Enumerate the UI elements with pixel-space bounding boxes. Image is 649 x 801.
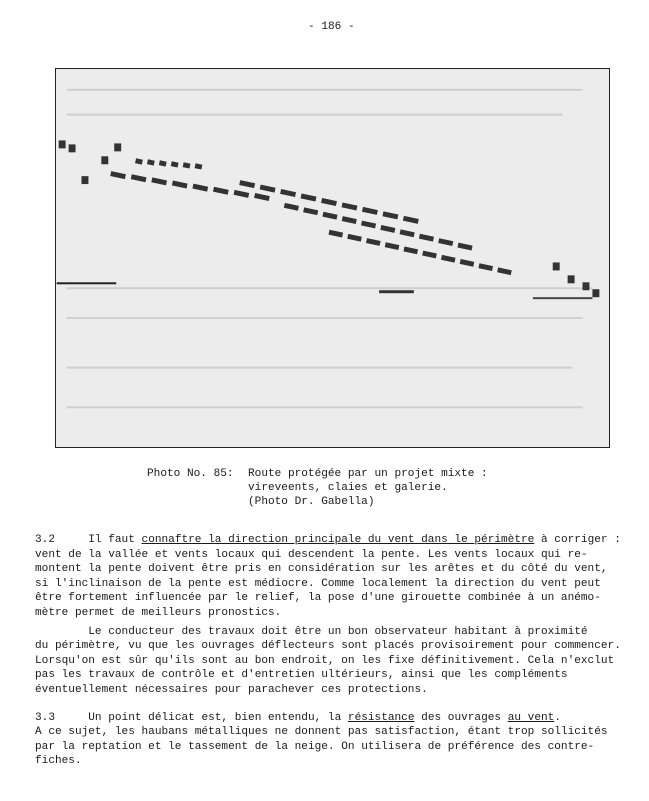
section-3-2-first-line (35, 533, 621, 547)
paragraph-line: Lorsqu'on est sûr qu'ils sont au bon endroit, on les fixe définitivement. Cela n'exclut (35, 655, 615, 667)
text: à corriger : (534, 534, 621, 546)
text: Il faut (54, 534, 142, 546)
wind-deflector (114, 143, 121, 151)
page-number: - 186 - (308, 21, 355, 33)
wind-deflector (592, 289, 599, 297)
text: . (554, 712, 561, 724)
underlined-text: connaftre la direction principale du vent dans le périmètre (141, 534, 535, 546)
photo-caption-line: (Photo Dr. Gabella) (248, 496, 375, 508)
photo-caption-line: Route protégée par un projet mixte : (248, 468, 488, 480)
wind-deflector (81, 176, 88, 184)
wind-deflector (553, 262, 560, 270)
underlined-text: au vent (507, 712, 555, 724)
section-3-3-first-line (35, 711, 561, 725)
wind-deflector (69, 144, 76, 152)
section-number: 3.2 (35, 534, 55, 546)
paragraph-line: être fortement influencée par le relief, la pose d'une girouette combinée à un anémo- (35, 592, 601, 604)
paragraph-line: fiches. (35, 755, 82, 767)
underlined-text: résistance (347, 712, 415, 724)
section-number: 3.3 (35, 712, 55, 724)
wind-deflector (101, 156, 108, 164)
text: des ouvrages (414, 712, 508, 724)
paragraph-line: éventuellement nécessaires pour parachever ces protections. (35, 684, 428, 696)
paragraph-line: pas les travaux de contrôle et d'entretien ultérieurs, ainsi que les compléments (35, 669, 568, 681)
paragraph-line: du périmètre, vu que les ouvrages déflecteurs sont placés provisoirement pour commencer. (35, 640, 621, 652)
text: Un point délicat est, bien entendu, la (54, 712, 348, 724)
paragraph-line: si l'inclinaison de la pente est médiocre. Comme localement la direction du vent peut (35, 578, 601, 590)
wind-deflector (59, 140, 66, 148)
paragraph-line: vent de la vallée et vents locaux qui descendent la pente. Les vents locaux qui re- (35, 549, 588, 561)
wind-deflector (583, 282, 590, 290)
paragraph-line: A ce sujet, les haubans métalliques ne donnent pas satisfaction, étant trop sollicités (35, 726, 608, 738)
photo-caption-label: Photo No. 85: (147, 468, 234, 480)
photo-snow-fences (55, 68, 610, 448)
paragraph-line: montent la pente doivent être pris en considération sur les arêtes et du côté du vent, (35, 563, 608, 575)
photo-caption-line: vireveents, claies et galerie. (248, 482, 448, 494)
paragraph-line: par la reptation et le tassement de la neige. On utilisera de préférence des contre- (35, 741, 595, 753)
photo-image (56, 69, 608, 446)
paragraph-line: mètre permet de meilleurs pronostics. (35, 607, 282, 619)
paragraph-line: Le conducteur des travaux doit être un bon observateur habitant à proximité (35, 626, 588, 638)
wind-deflector (568, 275, 575, 283)
